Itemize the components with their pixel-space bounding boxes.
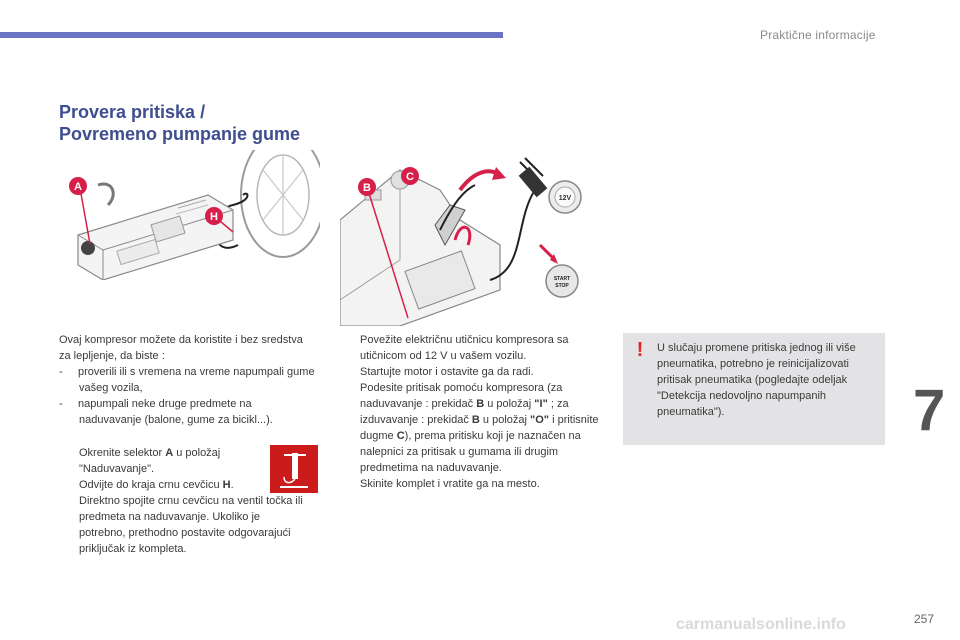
stop-label: STOP bbox=[555, 283, 569, 289]
intro-list-item: - napumpali neke druge predmete na naduvavanje (balone, gume za bicikl...). bbox=[59, 398, 273, 426]
pump-icon bbox=[270, 445, 318, 493]
pump-thumbnail bbox=[270, 445, 318, 493]
header-accent-bar bbox=[0, 32, 503, 38]
start-label: START bbox=[553, 276, 571, 282]
callout-b-label: B bbox=[363, 182, 371, 194]
compressor-illustration bbox=[58, 150, 320, 280]
chapter-tab bbox=[913, 370, 960, 460]
intro-paragraph: Ovaj kompresor možete da koristite i bez sredstva za lepljenje, da biste : bbox=[59, 334, 303, 362]
step-item: Okrenite selektor A u položaj "Naduvavanje". bbox=[79, 447, 221, 475]
title-line-1: Provera pritiska / bbox=[59, 102, 206, 122]
compressor-connection-drawing bbox=[340, 150, 598, 326]
step-item: Skinite komplet i vratite ga na mesto. bbox=[360, 478, 540, 490]
title-line-2: Povremeno pumpanje gume bbox=[59, 124, 301, 144]
intro-block bbox=[59, 332, 315, 428]
watermark: carmanualsonline.info bbox=[676, 616, 846, 633]
intro-list-item: - proverili ili s vremena na vreme napumpali gume vašeg vozila, bbox=[59, 366, 315, 394]
callout-c-label: C bbox=[406, 171, 414, 183]
step-item: Direktno spojite crnu cevčicu na ventil točka ili predmeta na naduvavanje. Ukoliko je potrebno, prethodno postavite odgovarajući priključak iz kompleta. bbox=[79, 495, 303, 555]
compressor-connection-illustration bbox=[340, 150, 598, 326]
socket-label: 12V bbox=[558, 195, 572, 202]
step-item: Startujte motor i ostavite ga da radi. bbox=[360, 366, 534, 378]
chapter-number: 7 bbox=[913, 378, 946, 443]
page-title bbox=[59, 101, 300, 145]
compressor-drawing bbox=[58, 150, 320, 280]
warning-icon: ! bbox=[636, 339, 644, 361]
section-title: Praktične informacije bbox=[760, 28, 876, 42]
step-item: Podesite pritisak pomoću kompresora (za naduvavanje : prekidač B u položaj "I" ; za izduvavanje : prekidač B u položaj "O" i pritisnite dugme C), prema pritisku koji je naznačen na nalepnici za pritisak u gumama ili drugim predmetima na naduvavanje. bbox=[360, 382, 599, 474]
callout-a-label: A bbox=[74, 181, 82, 193]
steps-right bbox=[340, 332, 602, 492]
dash-marker: - bbox=[59, 366, 63, 378]
callout-h-label: H bbox=[210, 211, 218, 223]
page-number: 257 bbox=[914, 612, 935, 626]
note-text: U slučaju promene pritiska jednog ili više pneumatika, potrebno je reinicijalizovati pritisak pneumatika (pogledajte odeljak "Detekcija nedovoljno napumpanih pneumatika"). bbox=[657, 342, 856, 418]
step-item: Odvijte do kraja crnu cevčicu H. bbox=[79, 479, 234, 491]
dash-marker: - bbox=[59, 398, 63, 410]
step-item: Povežite električnu utičnicu kompresora sa utičnicom od 12 V u vašem vozilu. bbox=[360, 334, 569, 362]
